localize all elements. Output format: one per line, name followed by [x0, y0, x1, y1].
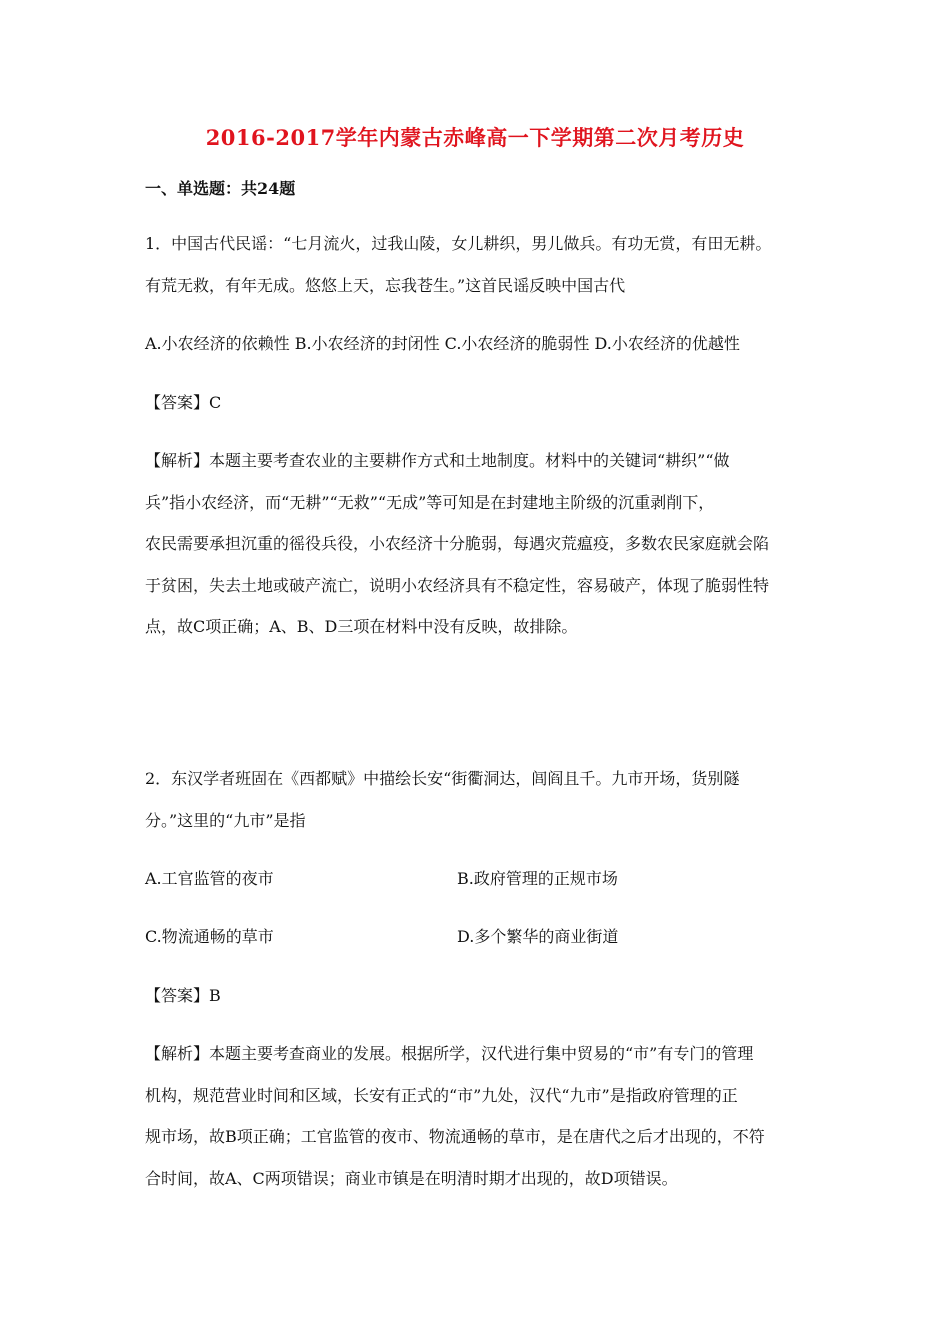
question-2-stem-line-1: 2．东汉学者班固在《西都赋》中描绘长安“街衢洞达，闾阎且千。九市开场，货别隧: [145, 769, 740, 788]
question-1-options: A.小农经济的依赖性 B.小农经济的封闭性 C.小农经济的脆弱性 D.小农经济的优越性: [145, 334, 740, 353]
question-2-option-d: D.多个繁华的商业街道: [457, 927, 619, 946]
question-1-stem-line-2: 有荒无救，有年无成。悠悠上天，忘我苍生。”这首民谣反映中国古代: [145, 276, 626, 295]
question-1-analysis-line-2: 兵”指小农经济，而“无耕”“无救”“无成”等可知是在封建地主阶级的沉重剥削下，: [145, 493, 715, 512]
question-1-analysis-line-5: 点，故C项正确；A、B、D三项在材料中没有反映，故排除。: [145, 617, 578, 636]
section-heading: 一、单选题：共24题: [145, 179, 296, 198]
question-2-option-b: B.政府管理的正规市场: [457, 869, 618, 888]
question-2-analysis-line-1: 【解析】本题主要考查商业的发展。根据所学，汉代进行集中贸易的“市”有专门的管理: [145, 1044, 754, 1063]
document-title: 2016-2017学年内蒙古赤峰高一下学期第二次月考历史: [205, 125, 745, 150]
question-1-analysis-line-4: 于贫困，失去土地或破产流亡，说明小农经济具有不稳定性，容易破产，体现了脆弱性特: [145, 576, 770, 595]
question-1-analysis-line-3: 农民需要承担沉重的徭役兵役，小农经济十分脆弱，每遇灾荒瘟疫，多数农民家庭就会陷: [145, 534, 770, 553]
question-2-stem-line-2: 分。”这里的“九市”是指: [145, 811, 306, 830]
question-2-analysis-line-3: 规市场，故B项正确；工官监管的夜市、物流通畅的草市，是在唐代之后才出现的，不符: [145, 1127, 765, 1146]
question-2-answer: 【答案】B: [145, 986, 221, 1005]
question-2-option-c: C.物流通畅的草市: [145, 927, 274, 946]
question-1-analysis-line-1: 【解析】本题主要考查农业的主要耕作方式和土地制度。材料中的关键词“耕织”“做: [145, 451, 730, 470]
question-2-option-a: A.工官监管的夜市: [145, 869, 274, 888]
question-1-stem-line-1: 1．中国古代民谣：“七月流火，过我山陵，女儿耕织，男儿做兵。有功无赏，有田无耕。: [145, 234, 772, 253]
question-1-answer: 【答案】C: [145, 393, 222, 412]
question-2-analysis-line-2: 机构，规范营业时间和区域，长安有正式的“市”九处，汉代“九市”是指政府管理的正: [145, 1086, 738, 1105]
question-2-analysis-line-4: 合时间，故A、C两项错误；商业市镇是在明清时期才出现的，故D项错误。: [145, 1169, 678, 1188]
